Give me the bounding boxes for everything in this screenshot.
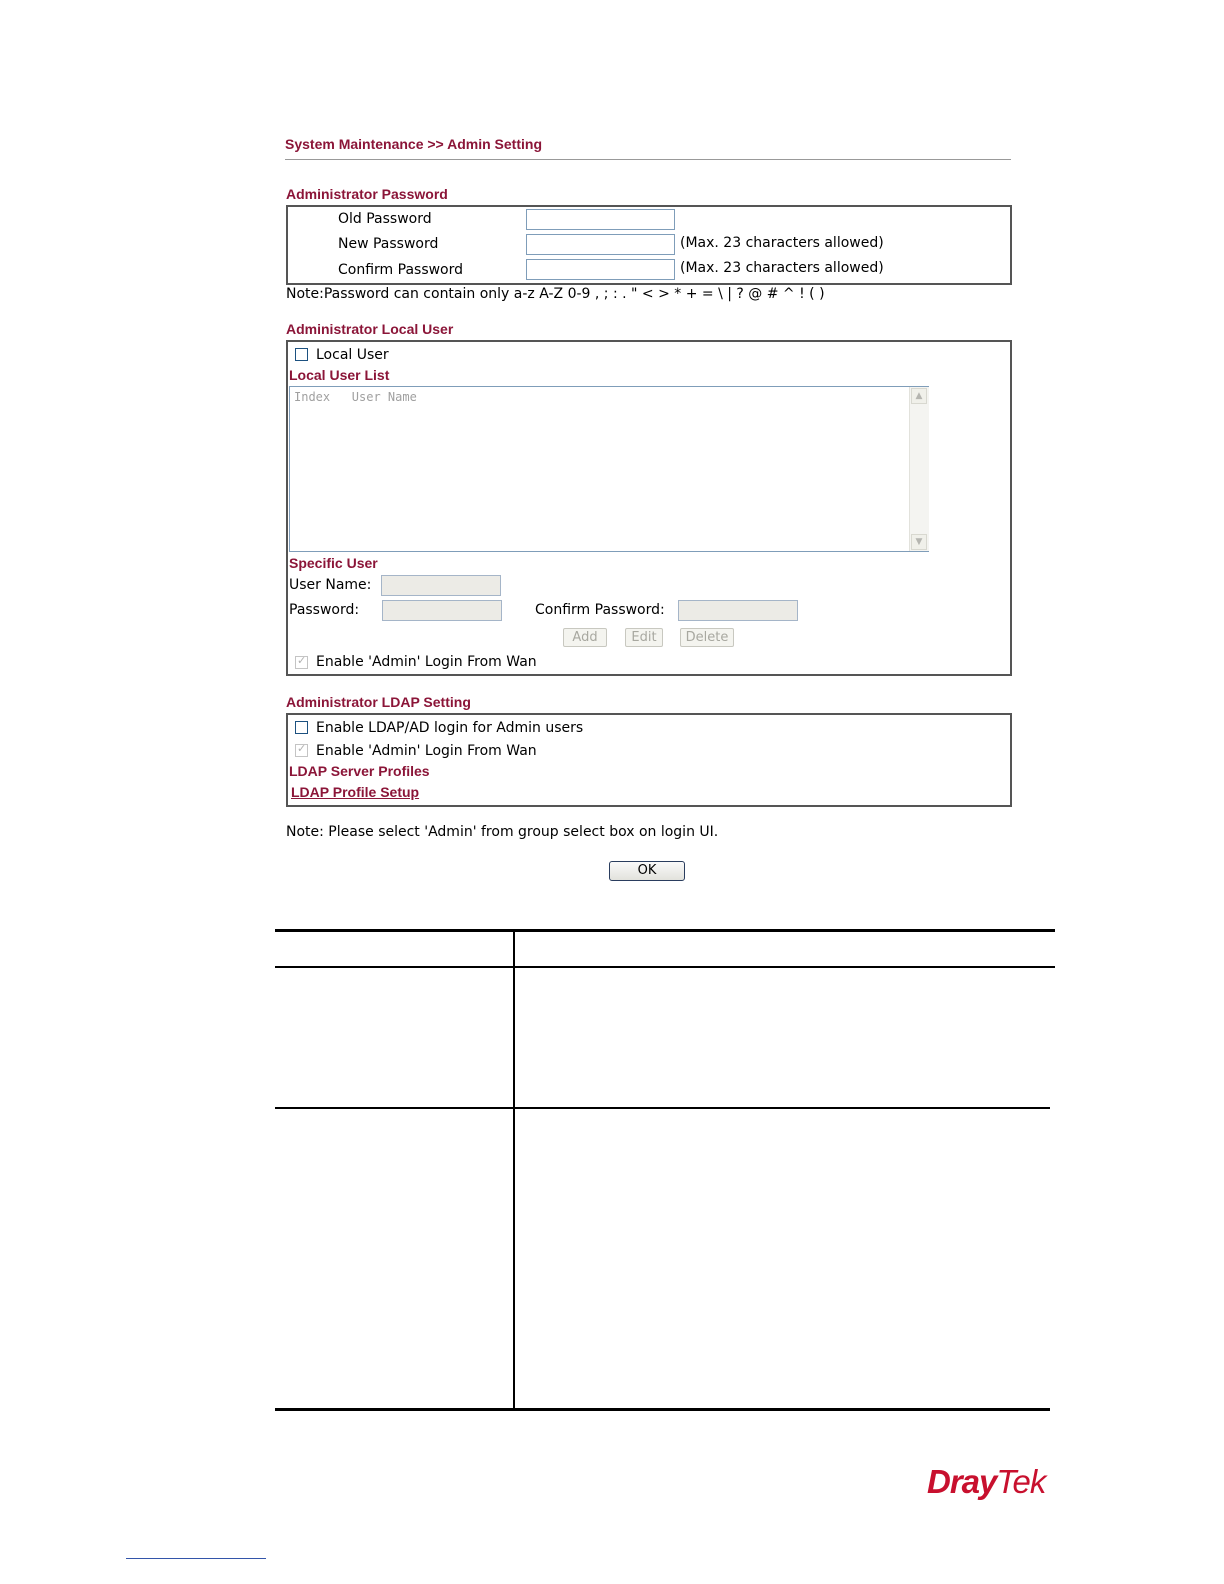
table-row-rule	[275, 1107, 1050, 1109]
edit-button[interactable]: Edit	[625, 628, 663, 647]
ldap-enable-checkbox[interactable]	[295, 721, 308, 734]
local-user-list-title: Local User List	[289, 367, 390, 383]
specific-username-input[interactable]	[381, 575, 501, 596]
confirm-password-input[interactable]	[526, 259, 675, 280]
logo-text-tek: Tek	[996, 1463, 1046, 1500]
ldap-enable-label: Enable LDAP/AD login for Admin users	[316, 720, 584, 736]
local-user-checkbox[interactable]	[295, 348, 308, 361]
specific-confirm-input[interactable]	[678, 600, 798, 621]
specific-password-input[interactable]	[382, 600, 502, 621]
ldap-title: Administrator LDAP Setting	[286, 694, 471, 710]
old-password-label: Old Password	[338, 211, 432, 227]
ldap-profiles-title: LDAP Server Profiles	[289, 763, 430, 779]
local-user-checkbox-label: Local User	[316, 347, 389, 363]
local-user-listbox[interactable]	[289, 386, 929, 552]
confirm-password-hint: (Max. 23 characters allowed)	[680, 260, 884, 276]
table-top-rule	[275, 929, 1055, 932]
specific-password-label: Password:	[289, 602, 360, 618]
draytek-logo	[927, 1463, 1045, 1501]
login-group-note: Note: Please select 'Admin' from group select box on login UI.	[286, 824, 719, 840]
new-password-input[interactable]	[526, 234, 675, 255]
password-note: Note:Password can contain only a-z A-Z 0-9 , ; : . " < > * + = \ | ? @ # ^ ! ( )	[286, 286, 825, 302]
breadcrumb-divider	[285, 159, 1011, 160]
delete-button[interactable]: Delete	[680, 628, 734, 647]
list-scrollbar[interactable]	[909, 387, 929, 551]
new-password-label: New Password	[338, 236, 439, 252]
old-password-input[interactable]	[526, 209, 675, 230]
table-header-rule	[275, 966, 1055, 968]
admin-password-title: Administrator Password	[286, 186, 448, 202]
local-wan-login-checkbox[interactable]	[295, 656, 308, 669]
add-button[interactable]: Add	[563, 628, 607, 647]
table-column-divider	[513, 929, 515, 1410]
footer-rule	[126, 1558, 266, 1559]
logo-text-dray: Dray	[927, 1463, 997, 1500]
table-bottom-rule	[275, 1408, 1050, 1411]
confirm-password-label: Confirm Password	[338, 262, 464, 278]
new-password-hint: (Max. 23 characters allowed)	[680, 235, 884, 251]
breadcrumb: System Maintenance >> Admin Setting	[285, 136, 542, 152]
specific-user-title: Specific User	[289, 555, 378, 571]
specific-username-label: User Name:	[289, 577, 372, 593]
local-user-title: Administrator Local User	[286, 321, 454, 337]
scroll-down-arrow-icon[interactable]: ▼	[911, 534, 927, 550]
ldap-wan-login-checkbox[interactable]	[295, 744, 308, 757]
local-wan-login-label: Enable 'Admin' Login From Wan	[316, 654, 537, 670]
scroll-up-arrow-icon[interactable]: ▲	[911, 388, 927, 404]
ldap-profile-setup-link[interactable]: LDAP Profile Setup	[291, 784, 420, 800]
specific-confirm-label: Confirm Password:	[535, 602, 665, 618]
ldap-wan-login-label: Enable 'Admin' Login From Wan	[316, 743, 537, 759]
local-user-list-header: Index User Name	[294, 390, 417, 404]
ok-button[interactable]: OK	[609, 861, 685, 881]
